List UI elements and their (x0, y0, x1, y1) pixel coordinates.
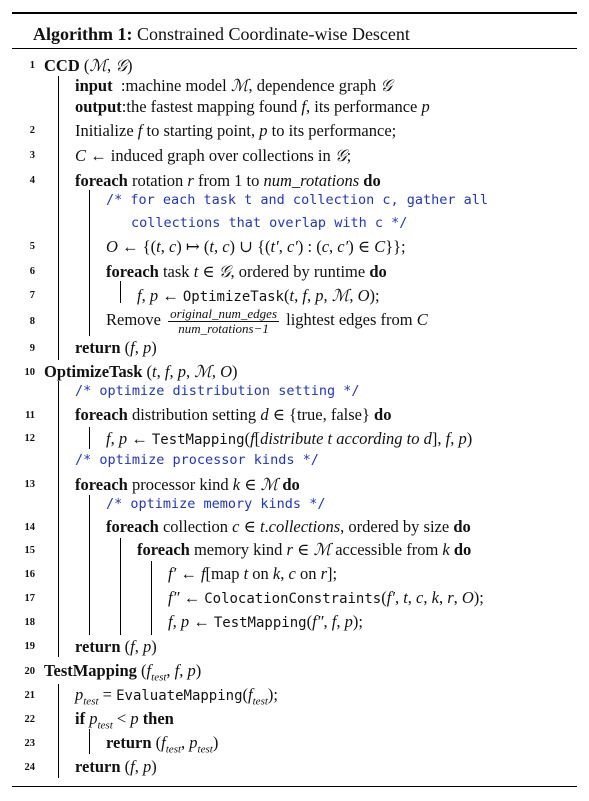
line-2: Initialize f to starting point, p to its performance; (75, 121, 397, 140)
line-number: 19 (24, 641, 35, 652)
line-22: if $p_{test} < p$ then (75, 709, 174, 732)
algorithm-name: Constrained Coordinate-wise Descent (136, 24, 410, 44)
line-21: $p_{test}$ = $EvaluateMapping(f_{test})$; (75, 685, 278, 708)
line-number: 5 (29, 241, 35, 252)
testmapping-body-bar (58, 684, 59, 778)
line-number: 23 (24, 738, 35, 749)
edge-fraction: $\frac{\text{original\_num\_edges}}{\text{num\_rotations−1}}$ (170, 305, 278, 336)
line-19: return (f, p) (75, 637, 157, 656)
comment-gather-cont: collections that overlap with c */ (131, 215, 408, 231)
foreach-task-bar (120, 281, 121, 303)
line-number: 17 (24, 593, 35, 604)
line-number: 2 (29, 125, 35, 136)
foreach-collection-bar (120, 538, 121, 635)
line-17: f″ ← ColocationConstraints(f′, t, c, k, r, O); (168, 588, 484, 607)
line-15: foreach memory kind r ∈ ℳ accessible from k do (137, 540, 472, 559)
ccd-body-bar (58, 76, 59, 360)
line-11: foreach distribution setting d ∈ {true, false} do (75, 405, 392, 424)
line-23: return ($f_{test}$, $p_{test}$) (106, 733, 219, 756)
comment-gather: /* for each task t and collection c, gather all (106, 192, 489, 208)
line-13: foreach processor kind k ∈ ℳ do (75, 475, 300, 494)
line-number: 4 (29, 175, 35, 186)
line-12: f, p ← TestMapping(f[distribute t according to d], f, p) (106, 429, 473, 448)
line-number: 14 (24, 522, 35, 533)
line-number: 11 (25, 410, 35, 421)
line-8: Remove $\frac{\text{original\_num\_edges}}{\text{num\_rotations−1}}$ lightest edges from C (106, 305, 428, 336)
line-number: 9 (29, 343, 35, 354)
line-3: C ← induced graph over collections in 𝒢; (75, 146, 352, 165)
bottom-rule (12, 786, 577, 787)
output-line: output:the fastest mapping found f, its performance p (75, 97, 430, 116)
foreach-distribution-bar (89, 427, 90, 449)
line-number: 10 (24, 367, 35, 378)
line-9: return (f, p) (75, 338, 157, 357)
foreach-rotation-bar (89, 190, 90, 336)
line-number: 7 (29, 290, 35, 301)
top-rule (12, 12, 577, 14)
line-number: 18 (24, 617, 35, 628)
line-number: 1 (29, 60, 35, 71)
line-14: foreach collection c ∈ t.collections, ordered by size do (106, 517, 471, 536)
line-5: O ← {(t, c) ↦ (t, c) ∪ {(t′, c′) : (c, c′) ∈ C}}; (106, 237, 406, 256)
foreach-memory-bar (151, 561, 152, 635)
comment-processor: /* optimize processor kinds */ (75, 452, 319, 468)
comment-distribution: /* optimize distribution setting */ (75, 383, 360, 399)
line-16: f′ ← f[map t on k, c on r]; (168, 564, 338, 583)
algorithm-label: Algorithm 1: (33, 24, 133, 44)
line-number: 12 (24, 433, 35, 444)
line-20: TestMapping ($f_{test}$, f, p) (44, 661, 202, 684)
line-7: f, p ← OptimizeTask(t, f, p, ℳ, O); (137, 286, 380, 305)
line-18: f, p ← TestMapping(f″, f, p); (168, 612, 363, 631)
algorithm-title (33, 24, 410, 45)
line-number: 6 (29, 266, 35, 277)
title-rule (12, 48, 577, 49)
line-24: return (f, p) (75, 757, 157, 776)
line-6: foreach task t ∈ 𝒢, ordered by runtime do (106, 262, 387, 281)
optimizetask-body-bar (58, 381, 59, 657)
line-number: 15 (24, 545, 35, 556)
line-number: 3 (29, 150, 35, 161)
line-number: 22 (24, 714, 35, 725)
line-number: 13 (24, 479, 35, 490)
comment-memory: /* optimize memory kinds */ (106, 496, 326, 512)
foreach-processor-bar (89, 495, 90, 635)
line-number: 8 (29, 316, 35, 327)
line-4: foreach rotation r from 1 to num_rotations do (75, 171, 381, 190)
line-number: 21 (24, 690, 35, 701)
line-1: CCD (ℳ, 𝒢) (44, 56, 133, 75)
line-number: 24 (24, 762, 35, 773)
line-10: OptimizeTask (t, f, p, ℳ, O) (44, 362, 238, 381)
line-number: 20 (24, 666, 35, 677)
line-number: 16 (24, 569, 35, 580)
input-line: input :machine model ℳ, dependence graph 𝒢 (75, 76, 393, 95)
